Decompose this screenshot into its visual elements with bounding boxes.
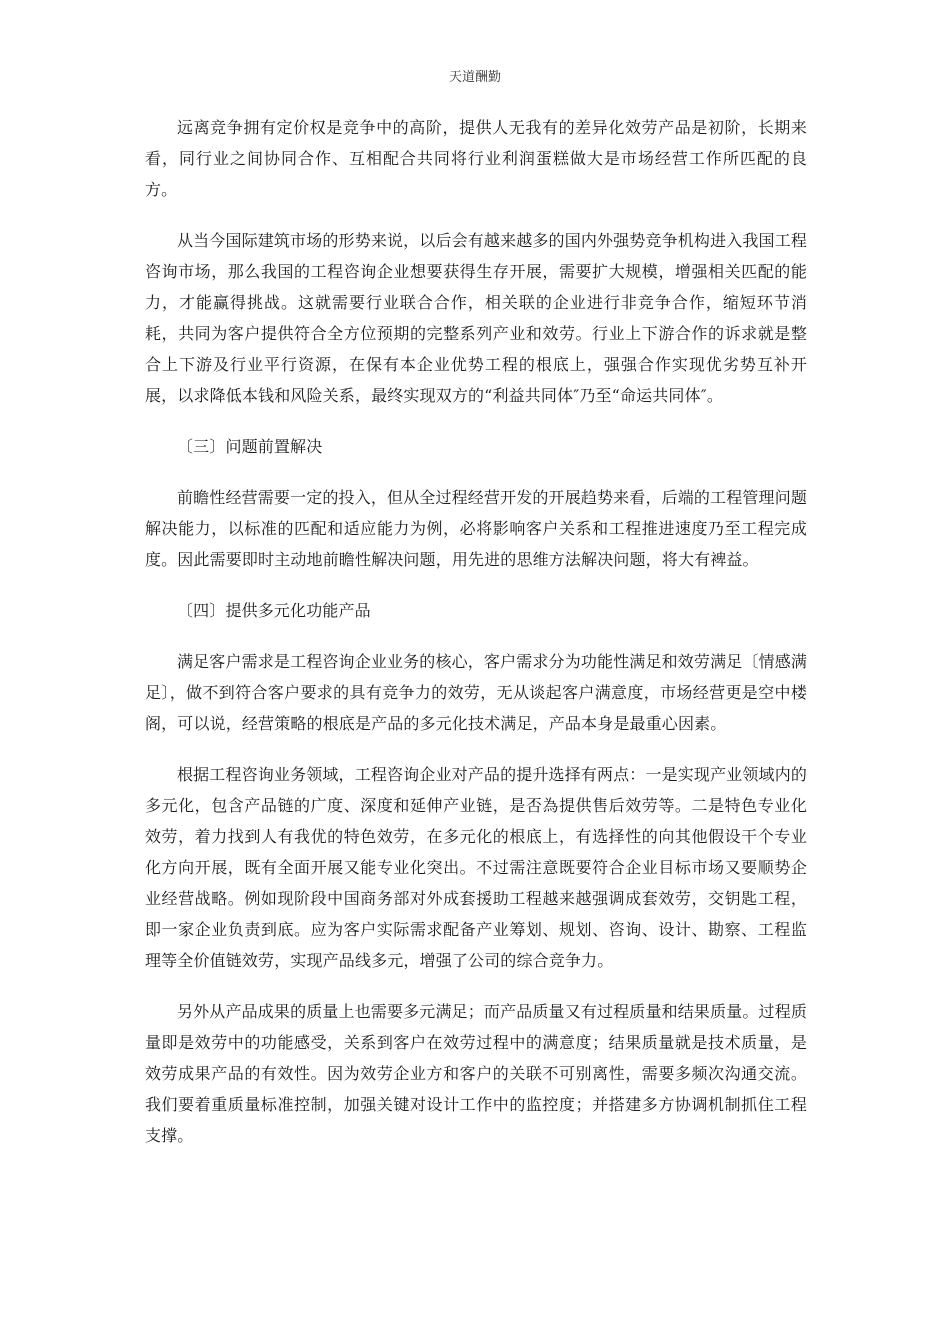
section-heading-3: 〔三〕问题前置解决 bbox=[177, 437, 323, 456]
page-header: 天道酬勤 bbox=[448, 70, 501, 85]
document-body bbox=[145, 112, 807, 1171]
paragraph-competition: 远离竞争拥有定价权是竞争中的高阶，提供人无我有的差异化效劳产品是初阶，长期来看，同行业之间协同合作、互相配合共同将行业利润蛋糕做大是市场经营工作所匹配的良方。 bbox=[145, 118, 807, 199]
paragraph-proactive: 前瞻性经营需要一定的投入，但从全过程经营开发的开展趋势来看，后端的工程管理问题解决能力，以标准的匹配和适应能力为例，必将影响客户关系和工程推进速度乃至工程完成度。因此需要即时主动地前瞻性解决问题，用先进的思维方法解决问题，将大有裨益。 bbox=[145, 488, 807, 569]
paragraph-customer-needs: 满足客户需求是工程咨询企业业务的核心，客户需求分为功能性满足和效劳满足〔情感满足〕，做不到符合客户要求的具有竞争力的效劳，无从谈起客户满意度，市场经营更是空中楼阁，可以说，经营策略的根底是产品的多元化技术满足，产品本身是最重心因素。 bbox=[145, 652, 807, 733]
paragraph-international-market: 从当今国际建筑市场的形势来说，以后会有越来越多的国内外强势竞争机构进入我国工程咨询市场，那么我国的工程咨询企业想要获得生存开展，需要扩大规模，增强相关匹配的能力，才能赢得挑战。这就需要行业联合合作，相关联的企业进行非竞争合作，缩短环节消耗，共同为客户提供符合全方位预期的完整系列产业和效劳。行业上下游合作的诉求就是整合上下游及行业平行资源，在保有本企业优势工程的根底上，强强合作实现优劣势互补开展，以求降低本钱和风险关系，最终实现双方的“利益共同体″乃至“命运共同体″。 bbox=[145, 231, 807, 405]
paragraph-quality: 另外从产品成果的质量上也需要多元满足；而产品质量又有过程质量和结果质量。过程质量即是效劳中的功能感受，关系到客户在效劳过程中的满意度；结果质量就是技术质量，是效劳成果产品的有效性。因为效劳企业方和客户的关联不可别离性，需要多频次沟通交流。我们要着重质量标准控制，加强关键对设计工作中的监控度；并搭建多方协调机制抓住工程支撑。 bbox=[145, 1002, 807, 1145]
section-heading-4: 〔四〕提供多元化功能产品 bbox=[177, 601, 371, 620]
paragraph-product-upgrade: 根据工程咨询业务领域，工程咨询企业对产品的提升选择有两点：一是实现产业领域内的多元化，包含产品链的广度、深度和延伸产业链，是否為提供售后效劳等。二是特色专业化效劳，着力找到人有我优的特色效劳，在多元化的根底上，有选择性的向其他假设干个专业化方向开展，既有全面开展又能专业化突出。不过需注意既要符合企业目标市场又要顺势企业经营战略。例如现阶段中国商务部对外成套援助工程越来越强调成套效劳，交钥匙工程，即一家企业负责到底。应为客户实际需求配备产业筹划、规划、咨询、设计、勘察、工程监理等全价值链效劳，实现产品线多元，增强了公司的综合竞争力。 bbox=[145, 765, 807, 970]
